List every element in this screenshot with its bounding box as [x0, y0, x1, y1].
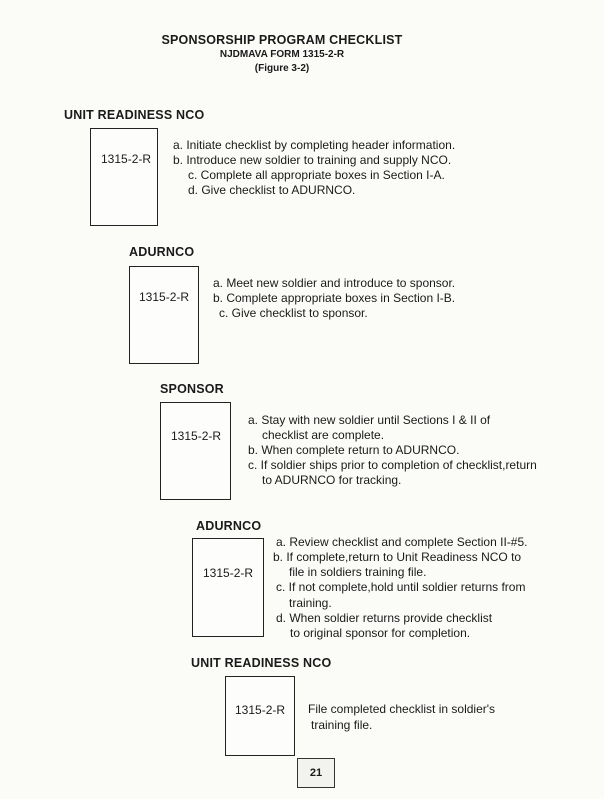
form-box — [192, 538, 264, 637]
step-item: c. Give checklist to sponsor. — [219, 306, 368, 320]
step-item: c. If not complete,hold until soldier returns from — [276, 580, 526, 594]
document-title: SPONSORSHIP PROGRAM CHECKLIST — [161, 33, 403, 47]
form-box — [129, 266, 199, 364]
form-box-label: 1315-2-R — [235, 703, 286, 717]
step-item: a. Meet new soldier and introduce to sponsor. — [213, 276, 456, 290]
step-item: b. When complete return to ADURNCO. — [248, 443, 460, 457]
role-heading: ADURNCO — [196, 519, 262, 533]
figure-label: (Figure 3-2) — [254, 63, 310, 74]
step-item: a. Review checklist and complete Section II-#5. — [276, 535, 528, 549]
step-item: b. If complete,return to Unit Readiness NCO to — [273, 550, 522, 564]
form-box-label: 1315-2-R — [101, 152, 152, 166]
step-item: to ADURNCO for tracking. — [262, 473, 402, 487]
form-box — [90, 128, 158, 226]
step-item: checklist are complete. — [262, 428, 385, 442]
role-heading: SPONSOR — [160, 382, 224, 396]
step-item: File completed checklist in soldier's — [308, 702, 496, 716]
step-item: training. — [289, 596, 332, 610]
step-item: b. Introduce new soldier to training and supply NCO. — [173, 153, 452, 167]
step-item: a. Stay with new soldier until Sections I & II of — [248, 413, 491, 427]
form-box-label: 1315-2-R — [171, 429, 222, 443]
form-box-label: 1315-2-R — [139, 290, 190, 304]
step-item: to original sponsor for completion. — [290, 626, 471, 640]
step-item: d. When soldier returns provide checklist — [276, 611, 493, 625]
form-box — [160, 402, 231, 500]
role-heading: ADURNCO — [129, 245, 195, 259]
page-number: 21 — [297, 758, 335, 788]
form-number: NJDMAVA FORM 1315-2-R — [219, 49, 345, 60]
step-item: training file. — [311, 718, 373, 732]
step-item: b. Complete appropriate boxes in Section I-B. — [213, 291, 456, 305]
step-item: a. Initiate checklist by completing header information. — [173, 138, 456, 152]
role-heading: UNIT READINESS NCO — [191, 656, 332, 670]
step-item: d. Give checklist to ADURNCO. — [188, 183, 356, 197]
role-heading: UNIT READINESS NCO — [64, 108, 205, 122]
step-item: file in soldiers training file. — [289, 565, 427, 579]
step-item: c. If soldier ships prior to completion of checklist,return — [248, 458, 537, 472]
step-item: c. Complete all appropriate boxes in Section I-A. — [188, 168, 445, 182]
form-box-label: 1315-2-R — [203, 566, 254, 580]
